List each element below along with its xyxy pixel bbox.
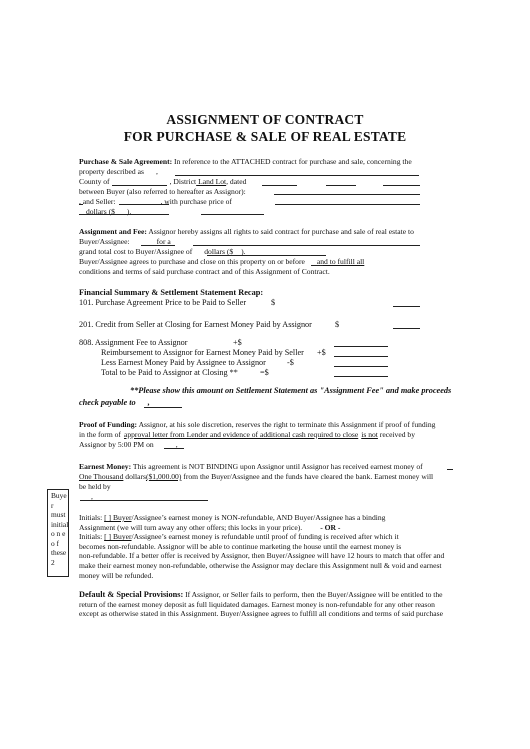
default-provisions-line-3: except as otherwise stated in this Assignment. Buyer/Assignee agrees to fulfill all conditions and terms of said purchase	[79, 609, 443, 619]
escrow-holder-field[interactable]	[80, 500, 208, 501]
line-808-label: 808. Assignment Fee to Assignor	[79, 338, 188, 347]
purchase-price-extra-field[interactable]	[201, 214, 264, 215]
assignment-fee-line-4: Buyer/Assignee agrees to purchase and close on this property on or before and to fulfill all	[79, 257, 365, 266]
earnest-money-line-4: ,	[91, 492, 93, 501]
document-title-line-1: ASSIGNMENT OF CONTRACT	[166, 112, 364, 127]
reimbursement-label: Reimbursement to Assignor for Earnest Money Paid by Seller	[101, 348, 304, 357]
financial-summary-heading: Financial Summary & Settlement Statement Recap:	[79, 288, 264, 297]
earnest-money-line-3: be held by	[79, 482, 111, 491]
property-description-field[interactable]	[175, 175, 419, 176]
settlement-note-line-1: **Please show this amount on Settlement Statement as "Assignment Fee" and make proceeds	[130, 386, 452, 395]
default-provisions-section	[79, 590, 443, 619]
purchase-sale-line-4: between Buyer (also referred to hereafter as Assignor):	[79, 187, 246, 196]
line-101-label: 101. Purchase Agreement Price to be Paid to Seller	[79, 298, 247, 307]
line-201-label: 201. Credit from Seller at Closing for Earnest Money Paid by Assignor	[79, 320, 312, 329]
settlement-note-line-2: check payable to ,	[79, 398, 150, 407]
initials-option-2[interactable]: Initials: [ ] Buyer/Assignee’s earnest money is refundable until proof of funding is received after which it	[79, 532, 399, 542]
closing-date-field[interactable]	[311, 265, 323, 266]
assignee-for-field[interactable]	[193, 245, 420, 246]
document-title-line-2: FOR PURCHASE & SALE OF REAL ESTATE	[123, 129, 407, 144]
proof-funding-line-2: in the form of approval letter from Lender and evidence of additional cash required to close is not received by	[79, 430, 416, 439]
less-earnest-amount-field[interactable]	[334, 366, 388, 367]
initials-option-2-line-5: money will be refunded.	[79, 570, 154, 580]
line-101-currency: $	[271, 298, 276, 307]
line-201-amount-field[interactable]	[393, 328, 420, 329]
reimbursement-amount-field[interactable]	[334, 356, 388, 357]
total-amount-field[interactable]	[334, 376, 388, 377]
total-currency: =$	[260, 368, 269, 377]
payable-to-field[interactable]	[144, 407, 182, 408]
initials-option-2-line-4: make their earnest money non-refundable, otherwise the Assignor may declare this Assignment null & void and earnest	[79, 560, 442, 570]
purchase-sale-line-6: dollars ($ ).	[86, 207, 132, 216]
proof-deadline-field[interactable]	[164, 448, 184, 449]
initials-option-2-line-2: becomes non-refundable. Assignor will be able to continue marketing the house until the earnest money is	[79, 541, 402, 551]
line-808-amount-field[interactable]	[334, 346, 388, 347]
less-earnest-currency: -$	[287, 358, 294, 367]
earnest-amount-field[interactable]	[447, 469, 453, 470]
line-201-currency: $	[335, 320, 340, 329]
proof-funding-line-1: Proof of Funding: Assignor, at his sole discretion, reserves the right to terminate this Assignment if proof of funding	[79, 420, 436, 429]
purchase-sale-line-3: County of , District Land Lot, dated	[79, 177, 247, 186]
assignment-fee-line-5: conditions and terms of said purchase contract and of this Assignment of Contract.	[79, 267, 330, 276]
purchase-sale-line-5: , and Seller: , with purchase price of	[79, 197, 232, 206]
purchase-price-dollars-field[interactable]	[79, 214, 169, 215]
line-101-amount-field[interactable]	[393, 306, 420, 307]
purchase-sale-line-2: property described as ,	[79, 167, 158, 176]
purchase-sale-line-1: Purchase & Sale Agreement: In reference to the ATTACHED contract for purchase and sale, concerning the	[79, 157, 412, 166]
assignment-fee-line-2: Buyer/Assignee: for a	[79, 237, 171, 246]
purchase-price-words-field[interactable]	[275, 204, 420, 205]
assignee-name-field[interactable]	[141, 245, 175, 246]
buyer-initial-note-box: Buye r must initial o n e o f these 2	[47, 489, 69, 577]
reimbursement-currency: +$	[317, 348, 326, 357]
earnest-money-line-1: Earnest Money: This agreement is NOT BINDING upon Assignor until Assignor has received earnest money of	[79, 462, 423, 471]
total-label: Total to be Paid to Assignor at Closing **	[101, 368, 238, 377]
assignment-fee-line-3: grand total cost to Buyer/Assignee of dollars ($ ).	[79, 247, 246, 256]
date-field-3[interactable]	[383, 185, 420, 186]
less-earnest-label: Less Earnest Money Paid by Assignee to Assignor	[101, 358, 266, 367]
buyer-assignor-field[interactable]	[274, 194, 420, 195]
total-cost-field[interactable]	[207, 255, 326, 256]
assignment-fee-line-1: Assignment and Fee: Assignor hereby assigns all rights to said contract for purchase and sale of real estate to	[79, 227, 414, 236]
initials-option-2-line-3: non-refundable. If a better offer is received by Assignor, then Buyer/Assignee will have 12 hours to match that offer and	[79, 551, 445, 561]
proof-funding-line-3: Assignor by 5:00 PM on ,	[79, 440, 178, 449]
default-provisions-line-1: Default & Special Provisions: If Assignor, or Seller fails to perform, then the Buyer/Assignee will be entitled to the	[79, 590, 443, 599]
default-provisions-line-2: return of the earnest money deposit as full liquidated damages. Earnest money is non-refundable for any other reason	[79, 599, 435, 609]
line-808-currency: +$	[233, 338, 242, 347]
earnest-money-line-2: One Thousand dollars($1,000.00) from the Buyer/Assignee and the funds have cleared the bank. Earnest money will	[79, 472, 434, 481]
initials-option-1[interactable]: Initials: [ ] Buyer/Assignee’s earnest money is NON-refundable, AND Buyer/Assignee has a binding	[79, 513, 386, 522]
date-field-1[interactable]	[262, 185, 297, 186]
initials-section	[79, 513, 444, 580]
county-field[interactable]	[112, 185, 167, 186]
date-field-2[interactable]	[326, 185, 356, 186]
initials-option-1-line-2: Assignment (we will turn away any other offers; this locks in your price). - OR -	[79, 522, 341, 532]
seller-field[interactable]	[119, 204, 169, 205]
